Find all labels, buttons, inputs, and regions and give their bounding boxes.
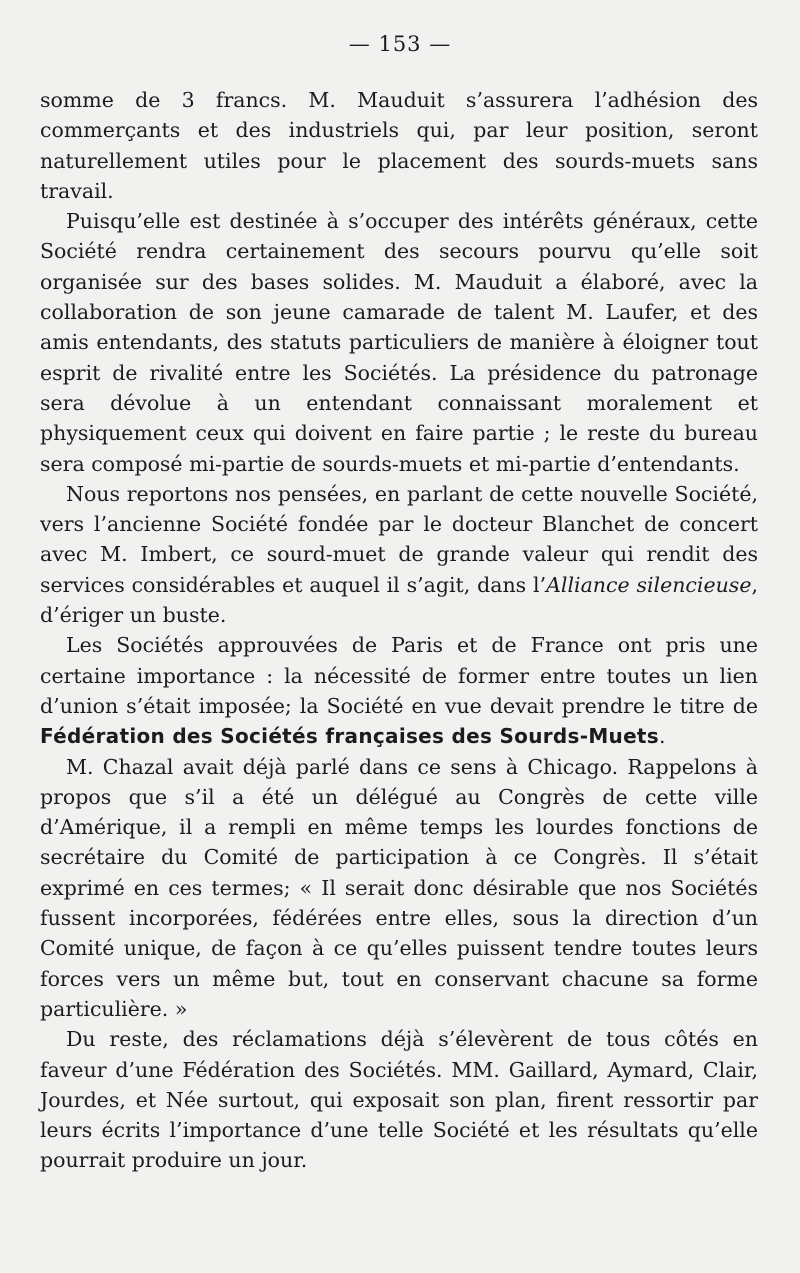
paragraph-2: Puisqu’elle est destinée à s’occuper des intérêts généraux, cette Société rendra certainement des secours pourvu qu’elle soit organisée sur des bases solides. M. Mauduit a élaboré, avec la collaboration de son jeune camarade de talent M. Laufer, et des amis entendants, des statuts particuliers de manière à éloigner tout esprit de rivalité entre les Sociétés. La présidence du patronage sera dévolue à un entendant connaissant moralement et physiquement ceux qui doivent en faire partie ; le reste du bureau sera composé mi-partie de sourds-muets et mi-partie d’entendants. xyxy=(40,209,758,476)
paragraph-5: M. Chazal avait déjà parlé dans ce sens à Chicago. Rappelons à propos que s’il a été un délégué au Congrès de cette ville d’Amérique, il a rempli en même temps les lourdes fonctions de secrétaire du Comité de participation à ce Congrès. Il s’était exprimé en ces termes; « Il serait donc désirable que nos Sociétés fussent incorporées, fédérées entre elles, sous la direction d’un Comité unique, de façon à ce qu’elles puissent tendre toutes leurs forces vers un même but, tout en conservant chacune sa forme particulière. » xyxy=(40,754,758,1021)
paragraph-4 xyxy=(40,630,758,751)
page-body xyxy=(40,85,758,1176)
paragraph-6: Du reste, des réclamations déjà s’élevèrent de tous côtés en faveur d’une Fédération des Sociétés. MM. Gaillard, Aymard, Clair, Jourdes, et Née surtout, qui exposait son plan, firent ressortir par leurs écrits l’importance d’une telle Société et les résultats qu’elle pourrait produire un jour. xyxy=(40,1027,758,1173)
paragraph-4-text-start: Les Sociétés approuvées de Paris et de France ont pris une certaine importance : la nécessité de former entre toutes un lien d’union s’était imposée; la Société en vue devait prendre le titre de xyxy=(40,633,758,718)
federation-title-bold: Fédération des Sociétés françaises des Sourds-Muets xyxy=(40,724,660,749)
paragraph-3 xyxy=(40,479,758,630)
paragraph-3-text-end: , d’ériger un buste. xyxy=(40,572,758,628)
page-number: — 153 — xyxy=(348,32,452,56)
paragraph-4-text-end: . xyxy=(659,724,666,749)
paragraph-1: somme de 3 francs. M. Mauduit s’assurera l’adhésion des commerçants et des industriels qui, par leur position, seront naturellement utiles pour le placement des sourds-muets sans travail. xyxy=(40,88,758,203)
journal-title-italic: Alliance silencieuse xyxy=(546,572,752,597)
paragraph-3-text-start: Nous reportons nos pensées, en parlant de cette nouvelle Société, vers l’ancienne Société fondée par le docteur Blanchet de concert avec M. Imbert, ce sourd-muet de grande valeur qui rendit des services considérables et auquel il s’agit, dans l’ xyxy=(40,481,758,597)
